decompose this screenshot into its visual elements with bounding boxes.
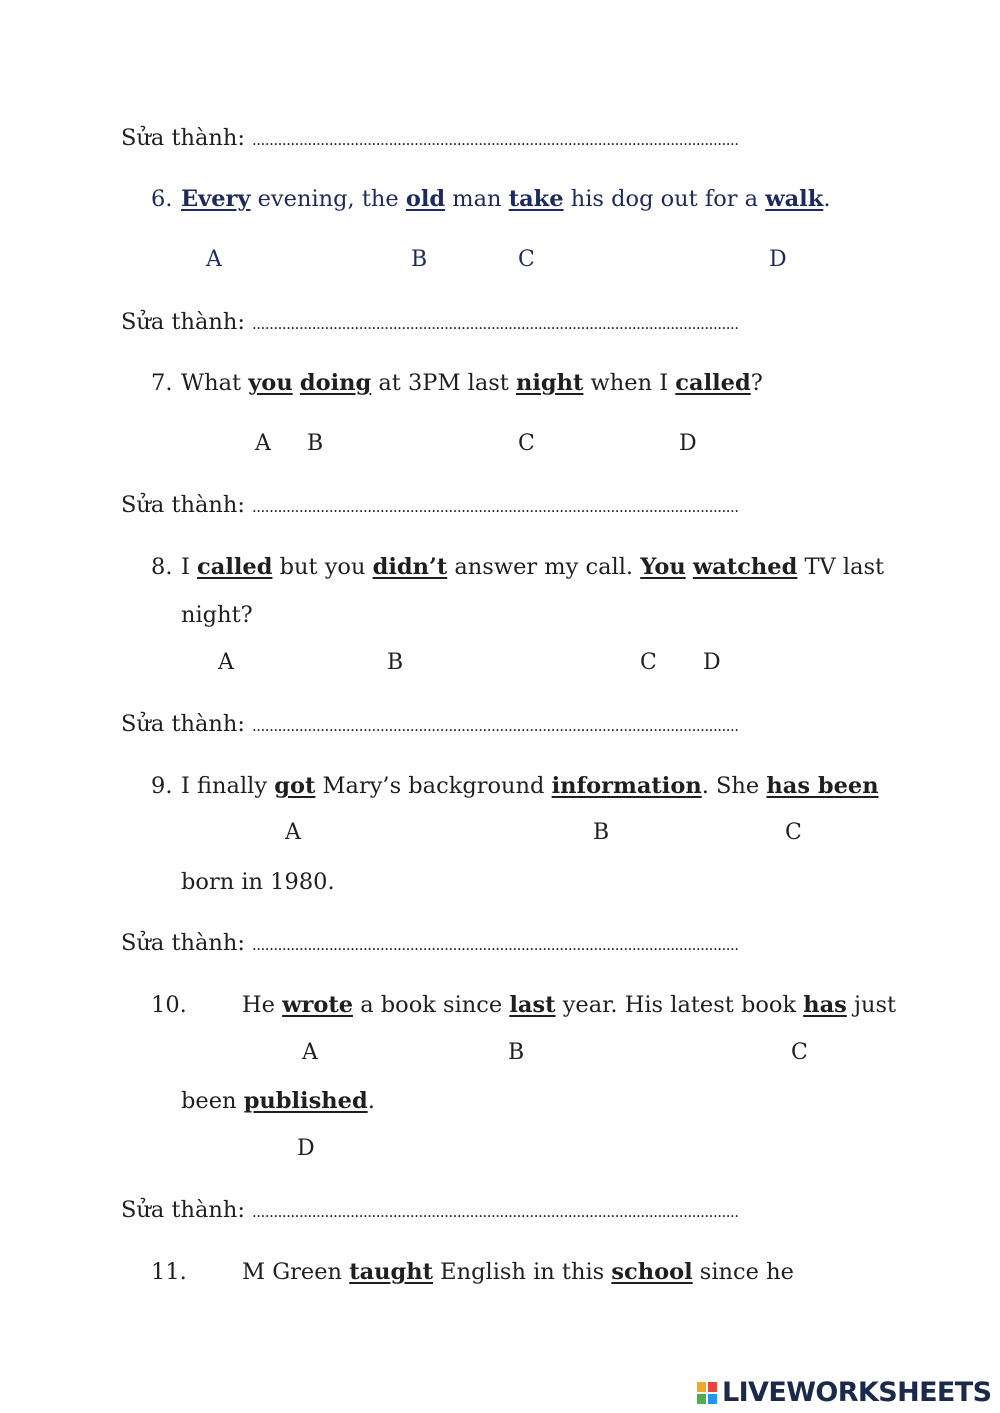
sentence-text: ? bbox=[750, 370, 763, 396]
sentence-text bbox=[293, 370, 300, 396]
option-letter-b: B bbox=[307, 431, 324, 456]
option-letter-a: A bbox=[206, 247, 222, 272]
sentence-text: year. His latest book bbox=[555, 992, 804, 1018]
answer-dots[interactable]: .................................................................................................................. bbox=[252, 131, 739, 149]
underlined-word: called bbox=[675, 370, 751, 396]
question-number: 10. bbox=[151, 992, 187, 1018]
option-letter-c: C bbox=[791, 1040, 808, 1065]
option-letter-d: D bbox=[703, 650, 721, 675]
option-letter-b: B bbox=[387, 650, 404, 675]
option-letter-a: A bbox=[302, 1040, 318, 1065]
option-letter-d: D bbox=[769, 247, 787, 272]
underlined-word: You bbox=[640, 554, 686, 580]
answer-label: Sửa thành: bbox=[121, 711, 245, 737]
question-8-text bbox=[181, 552, 884, 582]
sentence-text: . bbox=[823, 186, 831, 212]
question-9-text bbox=[181, 771, 879, 801]
answer-label: Sửa thành: bbox=[121, 125, 245, 151]
sentence-text: What bbox=[181, 370, 249, 396]
sentence-text: I bbox=[181, 554, 198, 580]
sentence-text: man bbox=[445, 186, 509, 212]
sentence-text: been bbox=[181, 1088, 244, 1114]
sentence-text: his dog out for a bbox=[563, 186, 766, 212]
sentence-text: English in this bbox=[433, 1259, 612, 1285]
answer-dots[interactable]: .................................................................................................................. bbox=[252, 717, 739, 735]
sentence-text: a book since bbox=[353, 992, 510, 1018]
answer-label: Sửa thành: bbox=[121, 309, 245, 335]
option-letter-b: B bbox=[593, 820, 610, 845]
question-number: 7. bbox=[151, 370, 173, 396]
option-letter-a: A bbox=[255, 431, 271, 456]
underlined-word: published bbox=[243, 1088, 368, 1114]
sentence-text: when I bbox=[583, 370, 676, 396]
sentence-text: answer my call. bbox=[447, 554, 641, 580]
question-11-text bbox=[242, 1257, 794, 1287]
sentence-text: just bbox=[846, 992, 897, 1018]
sentence-text: but you bbox=[272, 554, 373, 580]
logo-mark-icon bbox=[697, 1380, 719, 1406]
option-letter-b: B bbox=[411, 247, 428, 272]
question-number: 8. bbox=[151, 554, 173, 580]
sentence-text: TV last bbox=[797, 554, 885, 580]
underlined-word: didn’t bbox=[372, 554, 448, 580]
option-letter-c: C bbox=[640, 650, 657, 675]
option-letter-b: B bbox=[508, 1040, 525, 1065]
answer-dots[interactable]: .................................................................................................................. bbox=[252, 936, 739, 954]
sentence-text: at 3PM last bbox=[371, 370, 516, 396]
question-10-line-2 bbox=[181, 1086, 375, 1116]
question-9-line-2: born in 1980. bbox=[181, 869, 335, 895]
liveworksheets-logo[interactable] bbox=[697, 1377, 991, 1409]
option-letter-a: A bbox=[218, 650, 234, 675]
underlined-word: take bbox=[508, 186, 564, 212]
answer-dots[interactable]: .................................................................................................................. bbox=[252, 315, 739, 333]
underlined-word: night bbox=[516, 370, 584, 396]
option-letter-c: C bbox=[785, 820, 802, 845]
underlined-word: has been bbox=[766, 773, 879, 799]
answer-dots[interactable]: .................................................................................................................. bbox=[252, 1203, 739, 1221]
question-number: 11. bbox=[151, 1259, 187, 1285]
option-letter-c: C bbox=[518, 247, 535, 272]
option-letter-d: D bbox=[679, 431, 697, 456]
underlined-word: old bbox=[405, 186, 446, 212]
answer-label: Sửa thành: bbox=[121, 930, 245, 956]
underlined-word: school bbox=[611, 1259, 693, 1285]
sentence-text: Mary’s background bbox=[315, 773, 552, 799]
answer-label: Sửa thành: bbox=[121, 492, 245, 518]
option-letter-a: A bbox=[285, 820, 301, 845]
answer-label: Sửa thành: bbox=[121, 1197, 245, 1223]
logo-text: LIVEWORKSHEETS bbox=[722, 1377, 992, 1408]
sentence-text: I finally bbox=[181, 773, 275, 799]
sentence-text bbox=[686, 554, 693, 580]
question-7-text bbox=[181, 368, 763, 398]
underlined-word: got bbox=[274, 773, 316, 799]
underlined-word: Every bbox=[181, 186, 251, 212]
question-number: 6. bbox=[151, 186, 173, 212]
underlined-word: watched bbox=[692, 554, 798, 580]
question-number: 9. bbox=[151, 773, 173, 799]
question-6-text bbox=[181, 184, 830, 214]
question-10-text bbox=[242, 990, 896, 1020]
underlined-word: doing bbox=[299, 370, 372, 396]
underlined-word: wrote bbox=[282, 992, 354, 1018]
option-letter-d: D bbox=[297, 1136, 315, 1161]
underlined-word: has bbox=[803, 992, 847, 1018]
sentence-text: . She bbox=[701, 773, 767, 799]
option-letter-c: C bbox=[518, 431, 535, 456]
answer-dots[interactable]: .................................................................................................................. bbox=[252, 498, 739, 516]
underlined-word: called bbox=[197, 554, 273, 580]
question-8-line-2: night? bbox=[181, 602, 253, 628]
underlined-word: taught bbox=[349, 1259, 434, 1285]
underlined-word: last bbox=[509, 992, 556, 1018]
sentence-text: evening, the bbox=[250, 186, 406, 212]
underlined-word: information bbox=[551, 773, 702, 799]
sentence-text: since he bbox=[692, 1259, 794, 1285]
sentence-text: M Green bbox=[242, 1259, 350, 1285]
underlined-word: walk bbox=[765, 186, 824, 212]
sentence-text: He bbox=[242, 992, 283, 1018]
sentence-text: . bbox=[367, 1088, 375, 1114]
underlined-word: you bbox=[248, 370, 293, 396]
